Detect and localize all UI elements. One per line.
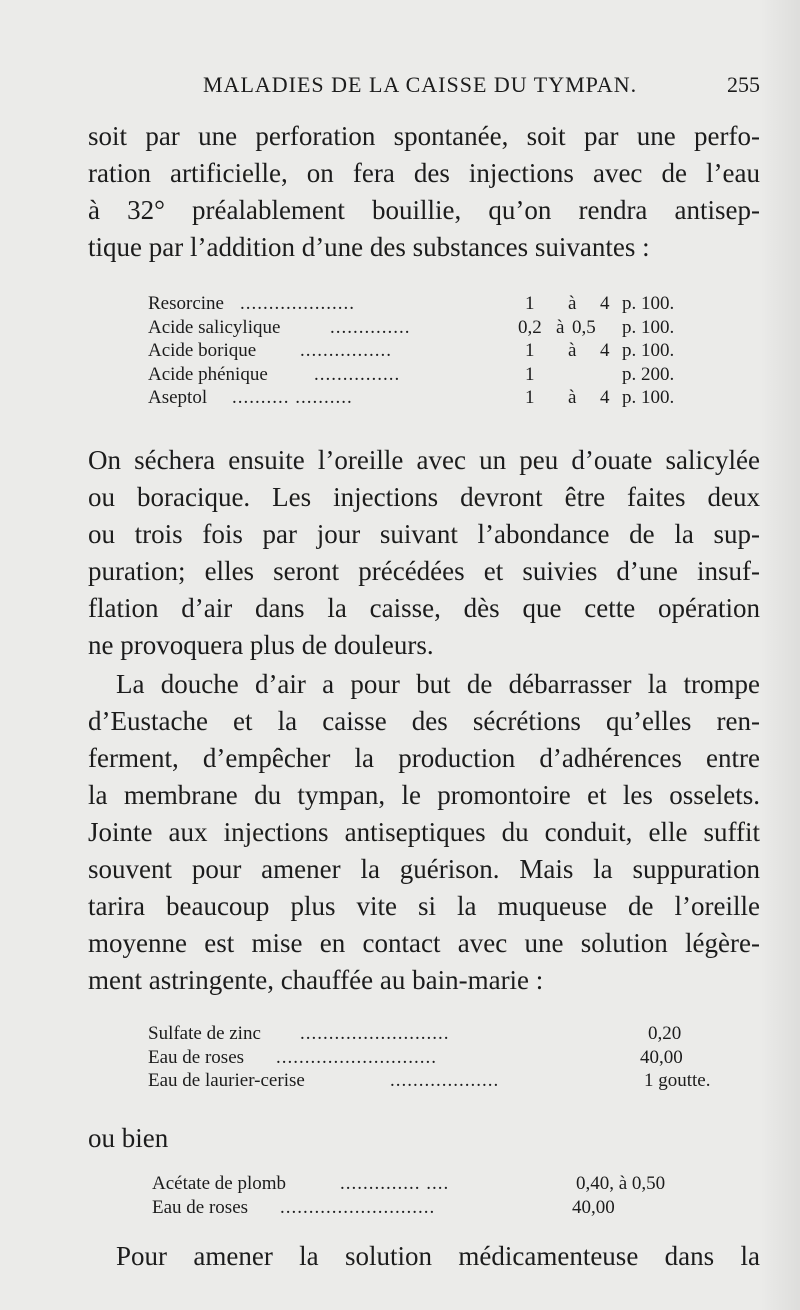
text-line: d’Eustache et la caisse des sécrétions qu’elles ren- [88,706,760,736]
ingredient-unit: p. 100. [622,293,675,314]
text-line: ment astringente, chauffée au bain-marie : [88,965,544,995]
text-line: On séchera ensuite l’oreille avec un peu d’ouate salicylée [88,445,760,475]
text-line: ou trois fois par jour suivant l’abondance de la sup- [88,519,760,549]
text-line: ou boracique. Les injections devront être faites deux [88,482,760,512]
ingredient-sep: à [568,340,577,361]
ingredient-value: 0,20 [648,1023,682,1044]
recipe-row [148,1022,748,1046]
recipe-row [148,292,708,316]
ingredient-value: 0,40, à 0,50 [576,1173,666,1194]
text-line: tique par l’addition d’une des substances suivantes : [88,232,650,262]
ingredient-value: 40,00 [640,1046,683,1068]
leader-dots: ........................... [280,1196,436,1218]
paragraph-1 [88,118,760,266]
recipe-row [148,339,708,363]
recipe-row [148,316,708,340]
text-line: soit par une perforation spontanée, soit par une perfo- [88,121,760,151]
ingredient-name: Eau de laurier-cerise [148,1070,305,1091]
ingredient-qty2: 4 [600,387,610,408]
text-line: ou bien [88,1123,169,1153]
paragraph-2 [88,442,760,664]
ingredient-qty2: 0,5 [572,316,596,338]
ingredient-name: Acétate de plomb [152,1173,287,1194]
recipe-antiseptics [148,292,708,410]
ingredient-unit: p. 100. [622,316,675,338]
leader-dots: .......... .......... [232,387,353,408]
leader-dots: ............... [314,363,401,385]
text-line: moyenne est mise en contact avec une solution légère- [88,928,760,958]
text-line: ne provoquera plus de douleurs. [88,630,434,660]
ingredient-qty2: 4 [600,340,610,361]
ingredient-name: Acide borique [148,340,257,361]
text-line: ferment, d’empêcher la production d’adhérences entre [88,743,760,773]
recipe-row [148,363,708,387]
running-title: MALADIES DE LA CAISSE DU TYMPAN. [203,72,638,97]
text-line: tarira beaucoup plus vite si la muqueuse de l’oreille [88,891,760,921]
text-line: ration artificielle, on fera des injections avec de l’eau [88,158,760,188]
recipe-row [148,386,708,410]
ingredient-qty: 1 [525,387,535,408]
text-line: la membrane du tympan, le promontoire et les osselets. [88,780,760,810]
ingredient-qty: 1 [525,340,535,361]
ingredient-name: Eau de roses [148,1046,245,1068]
leader-dots: .............. .... [340,1173,450,1194]
recipe-row [152,1172,712,1196]
text-line: Pour amener la solution médicamenteuse dans la [116,1241,760,1271]
leader-dots: .............. [330,316,411,338]
leader-dots: .......................... [300,1023,450,1044]
text-line: flation d’air dans la caisse, dès que cette opération [88,593,760,623]
text-line: Jointe aux injections antiseptiques du conduit, elle suffit [88,817,760,847]
text-line: souvent pour amener la guérison. Mais la suppuration [88,854,760,884]
paragraph-3 [88,666,760,999]
text-line: puration; elles seront précédées et suivies d’une insuf- [88,556,760,586]
recipe-row [152,1196,712,1220]
ou-bien-line [88,1120,760,1157]
ingredient-name: Acide salicylique [148,316,281,338]
ingredient-name: Sulfate de zinc [148,1023,261,1044]
leader-dots: ............................ [276,1046,437,1068]
ingredient-unit: p. 100. [622,387,675,408]
paragraph-4 [88,1238,760,1275]
leader-dots: ................... [390,1070,500,1091]
recipe-row [148,1069,748,1093]
ingredient-name: Eau de roses [152,1196,249,1218]
ingredient-sep: à [568,387,577,408]
text-line: à 32° préalablement bouillie, qu’on rendra antisep- [88,195,760,225]
ingredient-value: 1 goutte. [644,1070,711,1091]
running-header [88,72,760,106]
recipe-row [148,1046,748,1070]
page-number: 255 [727,72,760,97]
ingredient-qty2: 4 [600,293,610,314]
ingredient-value: 40,00 [572,1196,615,1218]
ingredient-sep: à [568,293,577,314]
ingredient-unit: p. 200. [622,363,675,385]
ingredient-name: Aseptol [148,387,208,408]
ingredient-qty: 1 [525,293,535,314]
leader-dots: ................ [300,340,392,361]
ingredient-unit: p. 100. [622,340,675,361]
text-line: La douche d’air a pour but de débarrasser la trompe [116,669,760,699]
ingredient-name: Acide phénique [148,363,268,385]
page-edge-shadow [760,0,800,1310]
ingredient-qty: 0,2 [518,316,542,338]
ingredient-qty: 1 [525,363,535,385]
recipe-lead-acetate [152,1172,712,1219]
ingredient-name: Resorcine [148,293,224,314]
leader-dots: .................... [240,293,355,314]
recipe-astringent [148,1022,748,1093]
ingredient-sep: à [556,316,565,338]
